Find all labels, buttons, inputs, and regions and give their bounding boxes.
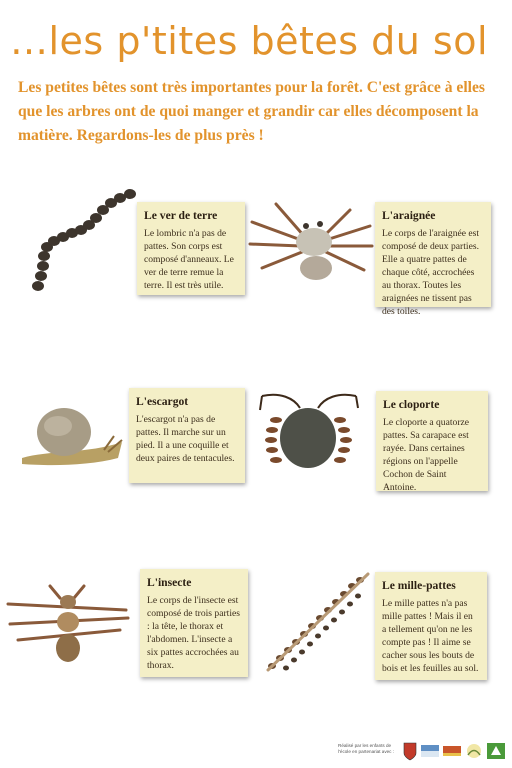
partner-logo-3: [442, 741, 462, 761]
spider-stones-image: [246, 200, 376, 290]
card-title: Le mille-pattes: [382, 579, 456, 592]
partner-logo-4: [464, 741, 484, 761]
card-spider: [375, 202, 491, 317]
partner-logo-2: [420, 741, 440, 761]
card-earthworm: [137, 202, 245, 295]
card-insect: [140, 569, 248, 677]
snail-stone-image: [18, 402, 128, 472]
partners-footer: [338, 741, 508, 763]
card-title: L'araignée: [382, 209, 436, 222]
partner-logo-1: [402, 741, 418, 761]
card-title: Le ver de terre: [144, 209, 218, 222]
earthworm-pebbles-image: [26, 186, 144, 298]
card-snail: [129, 388, 245, 483]
card-text: L'escargot n'a pas de pattes. Il marche sur un pied. Il a une coquille et deux paires de tentacules.: [136, 414, 235, 464]
card-text: Le corps de l'araignée est composé de deux parties. Elle a quatre pattes de chaque côté, accrochées au thorax. Toutes les araignées ne tissent pas des toiles.: [382, 228, 480, 317]
card-text: Le lombric n'a pas de pattes. Son corps est composé d'anneaux. Le ver de terre remue la terre. Il est très utile.: [144, 228, 234, 291]
card-centipede: [375, 572, 487, 680]
partner-logo-5: [486, 741, 506, 761]
card-text: Le corps de l'insecte est composé de trois parties : la tête, le thorax et l'abdomen. L'insecte a six pattes accrochées au thorax.: [147, 595, 240, 671]
card-title: L'escargot: [136, 395, 189, 408]
card-text: Le cloporte a quatorze pattes. Sa carapace est rayée. Dans certaines régions on l'appelle Cochon de Saint Antoine.: [383, 417, 470, 493]
intro-paragraph: Les petites bêtes sont très importantes pour la forêt. C'est grâce à elles que les arbres ont de quoi manger et grandir car elles décomposent la matière. Regardons-les de plus près !: [18, 79, 485, 144]
insect-walnut-image: [2, 584, 134, 666]
centipede-pebbles-image: [262, 570, 376, 674]
page-title: …les p'tites bêtes du sol: [10, 19, 489, 63]
footer-credit: Réalisé par les enfants de l'école en partenariat avec :: [338, 743, 395, 754]
card-title: L'insecte: [147, 576, 192, 589]
card-text: Le mille pattes n'a pas mille pattes ! Mais il en a tellement qu'on ne les compte pas ! Il aime se cacher sous les bouts de bois et les feuilles au sol.: [382, 598, 479, 674]
woodlouse-stone-image: [254, 388, 364, 472]
card-woodlouse: [376, 391, 488, 491]
card-title: Le cloporte: [383, 398, 440, 411]
